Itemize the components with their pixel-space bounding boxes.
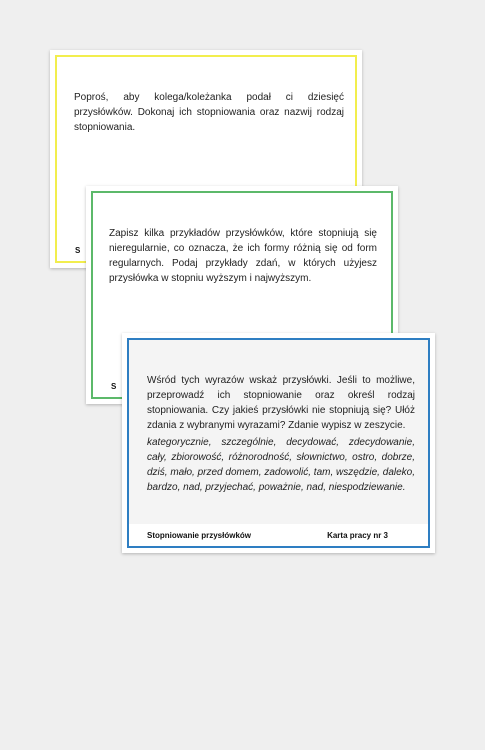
task-card-1-instruction: Poproś, aby kolega/koleżanka podał ci dziesięć przysłówków. Dokonaj ich stopniowania oraz nazwij rodzaj stopniowania.: [74, 92, 344, 133]
task-card-3-frame: [127, 338, 430, 548]
task-card-3-instruction: Wśród tych wyrazów wskaż przysłówki. Jeśli to możliwe, przeprowadź ich stopniowanie oraz określ rodzaj stopniowania. Czy jakieś przysłówki nie stopniują się? Ułóż zdania z wybranymi wyrazami? Zdanie wypisz w zeszycie.: [147, 375, 415, 431]
task-card-3: [122, 333, 435, 553]
task-card-2-footer-title: S: [111, 382, 117, 391]
task-card-3-footer-title: Stopniowanie przysłówków: [147, 531, 252, 540]
task-card-1-footer-title: S: [75, 246, 81, 255]
task-card-3-footer-number: Karta pracy nr 3: [327, 531, 388, 540]
task-card-3-footer: [129, 524, 428, 546]
task-card-2-instruction: Zapisz kilka przykładów przysłówków, które stopniują się nieregularnie, co oznacza, że ich formy różnią się od form regularnych. Podaj przykłady zdań, w których użyjesz przysłówka w stopniu wyższym i najwyższym.: [109, 228, 377, 284]
task-card-3-word-list: kategorycznie, szczególnie, decydować, zdecydowanie, cały, zbiorowość, różnorodność, słownictwo, ostro, dobrze, dziś, mało, przed domem, zadowolić, tam, wszędzie, daleko, bardzo, nad, przyjechać, poważnie, nad, niespodziewanie.: [147, 437, 415, 493]
